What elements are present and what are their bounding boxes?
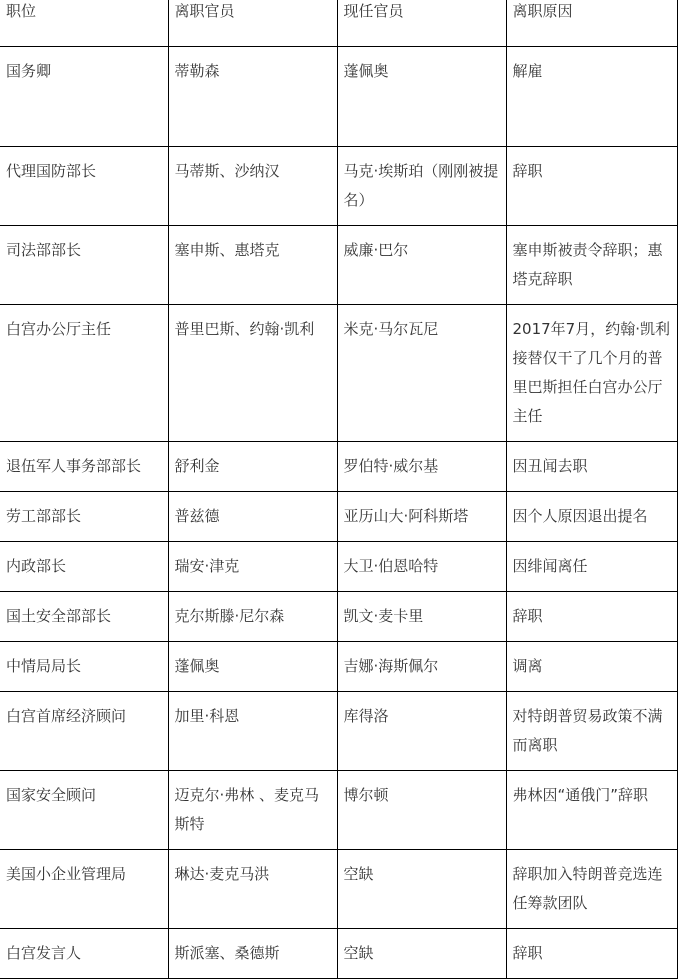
cell-departed: 塞申斯、惠塔克 (168, 226, 337, 305)
cell-position: 劳工部部长 (0, 492, 168, 542)
table-row (0, 771, 677, 850)
cell-position: 内政部长 (0, 542, 168, 592)
cell-reason: 辞职加入特朗普竞选连任筹款团队 (506, 850, 677, 929)
table-row (0, 850, 677, 929)
cell-current: 威廉·巴尔 (337, 226, 506, 305)
cell-reason: 因绯闻离任 (506, 542, 677, 592)
cell-current: 大卫·伯恩哈特 (337, 542, 506, 592)
cell-current: 空缺 (337, 929, 506, 979)
cell-current: 罗伯特·威尔基 (337, 442, 506, 492)
table-row (0, 226, 677, 305)
cell-position: 白宫办公厅主任 (0, 305, 168, 442)
cell-position: 国家安全顾问 (0, 771, 168, 850)
cell-reason: 因丑闻去职 (506, 442, 677, 492)
cell-departed: 蒂勒森 (168, 47, 337, 147)
cell-position: 美国小企业管理局 (0, 850, 168, 929)
cell-departed: 蓬佩奥 (168, 642, 337, 692)
table-row (0, 542, 677, 592)
table-row (0, 692, 677, 771)
cell-reason: 辞职 (506, 592, 677, 642)
cell-current: 凯文·麦卡里 (337, 592, 506, 642)
cell-position: 司法部部长 (0, 226, 168, 305)
cell-position: 退伍军人事务部部长 (0, 442, 168, 492)
cell-reason: 辞职 (506, 929, 677, 979)
table-row (0, 642, 677, 692)
cell-departed: 琳达·麦克马洪 (168, 850, 337, 929)
cell-departed: 普兹德 (168, 492, 337, 542)
cell-departed: 马蒂斯、沙纳汉 (168, 147, 337, 226)
cell-departed: 迈克尔·弗林 、麦克马斯特 (168, 771, 337, 850)
cell-departed: 斯派塞、桑德斯 (168, 929, 337, 979)
cell-departed: 瑞安·津克 (168, 542, 337, 592)
header-departed-official: 离职官员 (168, 0, 337, 47)
cell-current: 吉娜·海斯佩尔 (337, 642, 506, 692)
cell-current: 米克·马尔瓦尼 (337, 305, 506, 442)
cell-current: 空缺 (337, 850, 506, 929)
cell-departed: 加里·科恩 (168, 692, 337, 771)
table-row (0, 147, 677, 226)
cell-reason: 弗林因“通俄门”辞职 (506, 771, 677, 850)
cell-position: 白宫发言人 (0, 929, 168, 979)
cell-departed: 克尔斯滕·尼尔森 (168, 592, 337, 642)
cell-reason: 辞职 (506, 147, 677, 226)
table-row (0, 47, 677, 147)
cell-reason: 调离 (506, 642, 677, 692)
header-current-official: 现任官员 (337, 0, 506, 47)
cell-reason: 对特朗普贸易政策不满而离职 (506, 692, 677, 771)
cell-position: 代理国防部长 (0, 147, 168, 226)
cell-position: 国务卿 (0, 47, 168, 147)
table-row (0, 442, 677, 492)
table-header-row (0, 0, 677, 47)
cell-reason: 2017年7月，约翰·凯利接替仅干了几个月的普里巴斯担任白宫办公厅主任 (506, 305, 677, 442)
cell-current: 库得洛 (337, 692, 506, 771)
cell-position: 国土安全部部长 (0, 592, 168, 642)
table-row (0, 592, 677, 642)
header-position: 职位 (0, 0, 168, 47)
cell-reason: 解雇 (506, 47, 677, 147)
cell-departed: 普里巴斯、约翰·凯利 (168, 305, 337, 442)
cell-reason: 因个人原因退出提名 (506, 492, 677, 542)
header-departure-reason: 离职原因 (506, 0, 677, 47)
table-row (0, 492, 677, 542)
cell-current: 蓬佩奥 (337, 47, 506, 147)
cell-reason: 塞申斯被责令辞职；惠塔克辞职 (506, 226, 677, 305)
cell-departed: 舒利金 (168, 442, 337, 492)
cell-position: 白宫首席经济顾问 (0, 692, 168, 771)
table-row (0, 305, 677, 442)
table-row (0, 929, 677, 979)
cell-current: 马克·埃斯珀（刚刚被提名） (337, 147, 506, 226)
cell-position: 中情局局长 (0, 642, 168, 692)
cell-current: 亚历山大·阿科斯塔 (337, 492, 506, 542)
cell-current: 博尔顿 (337, 771, 506, 850)
